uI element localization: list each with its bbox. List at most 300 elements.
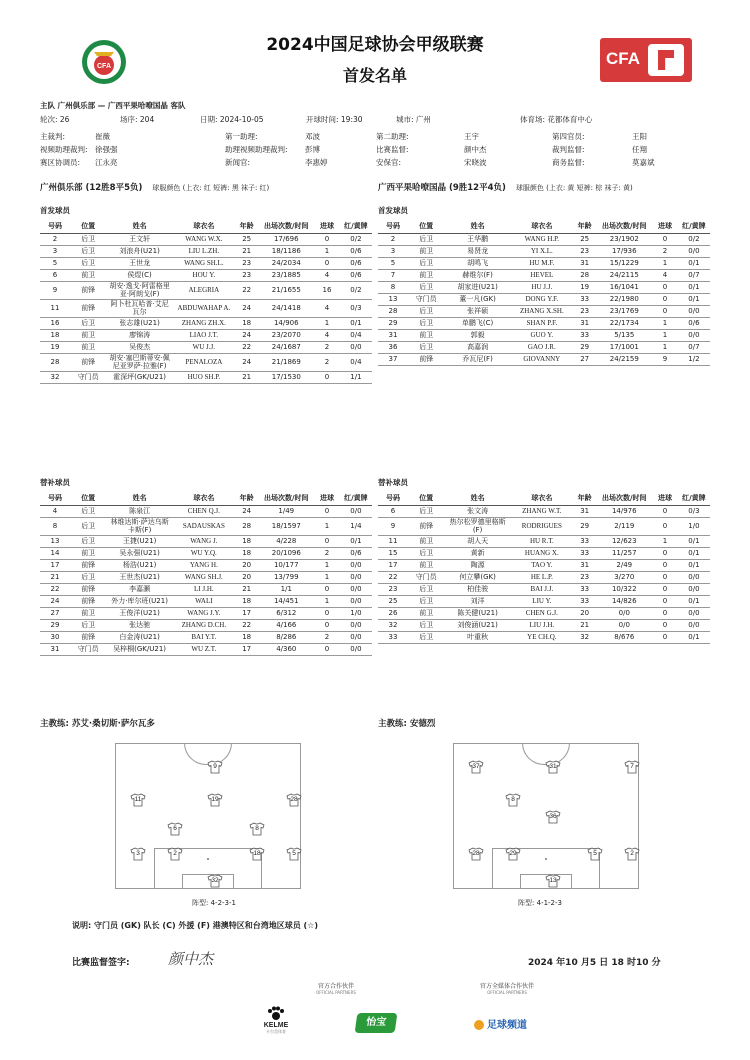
shirt-name: WANG SH.J.	[173, 571, 235, 583]
column-header: 姓名	[106, 220, 172, 233]
apps-minutes: 24/2034	[258, 257, 314, 269]
official-name: 徐强强	[95, 145, 118, 154]
shirt-name: YE CH.Q.	[511, 631, 573, 643]
player-name: 刘浪舟(U21)	[106, 245, 172, 257]
player-position: 后卫	[408, 505, 444, 517]
player-number: 3	[378, 245, 408, 257]
home-coach: 主教练: 苏艾·桑切斯·萨尔瓦多	[40, 719, 155, 729]
apps-minutes: 24/1687	[258, 341, 314, 353]
table-row	[40, 619, 372, 631]
player-number: 17	[378, 559, 408, 571]
table-row	[378, 317, 710, 329]
table-row	[378, 583, 710, 595]
shirt-name: GUO Y.	[511, 329, 573, 341]
shirt-number: 9	[213, 763, 217, 770]
player-name: 张达驰	[106, 619, 172, 631]
player-age: 33	[573, 329, 597, 341]
table-row	[40, 317, 372, 329]
player-name: 林维达斯·萨达乌斯卡斯(F)	[106, 517, 172, 535]
cards: 0/1	[340, 535, 372, 547]
player-age: 20	[235, 559, 259, 571]
kickoff-time: 开球时间: 19:30	[306, 115, 363, 124]
cards: 0/0	[340, 341, 372, 353]
handwritten-signature: 颜中杰	[168, 950, 214, 968]
cards: 0/0	[340, 505, 372, 517]
goals: 0	[314, 643, 340, 655]
player-age: 18	[235, 631, 259, 643]
goals: 4	[652, 269, 678, 281]
player-name: 王华鹏	[444, 233, 510, 245]
goals: 0	[652, 233, 678, 245]
player-position: 前锋	[408, 517, 444, 535]
table-row	[40, 607, 372, 619]
goals: 0	[314, 371, 340, 383]
apps-minutes: 21/1869	[258, 353, 314, 371]
cards: 0/4	[340, 329, 372, 341]
player-position: 后卫	[70, 619, 106, 631]
player-age: 20	[235, 571, 259, 583]
player-number: 30	[40, 631, 70, 643]
apps-minutes: 2/49	[596, 559, 652, 571]
cards: 0/6	[340, 547, 372, 559]
shirt-icon	[468, 760, 484, 774]
player-age: 24	[235, 299, 259, 317]
home-subs-table	[40, 492, 372, 656]
column-header: 出场次数/时间	[258, 220, 314, 233]
table-row	[40, 233, 372, 245]
shirt-number: 19	[211, 796, 219, 803]
player-number: 6	[40, 269, 70, 281]
player-name: 刘俊涵(U21)	[444, 619, 510, 631]
table-row	[40, 535, 372, 547]
player-position: 后卫	[408, 317, 444, 329]
player-age: 23	[573, 245, 597, 257]
shirt-number: 5	[292, 850, 296, 857]
shirt-name: HUANG X.	[511, 547, 573, 559]
home-starters-heading: 首发球员	[40, 206, 70, 215]
shirt-name: ABDUWAHAP A.	[173, 299, 235, 317]
player-name: 吴永强(U21)	[106, 547, 172, 559]
goals: 2	[314, 631, 340, 643]
cards: 1/0	[340, 607, 372, 619]
shirt-number: 28	[472, 850, 480, 857]
player-number: 11	[378, 535, 408, 547]
table-row	[40, 257, 372, 269]
cards: 0/0	[340, 559, 372, 571]
cards: 0/6	[340, 257, 372, 269]
shirt-number: 29	[509, 850, 517, 857]
column-header: 球衣名	[173, 492, 235, 505]
player-age: 24	[235, 353, 259, 371]
kelme-logo: KELME 卡尔美体育	[258, 1006, 294, 1035]
goals: 2	[314, 353, 340, 371]
shirt-name: SHAN P.F.	[511, 317, 573, 329]
shirt-name: LIU Y.	[511, 595, 573, 607]
official-role-label: 商务监督:	[552, 158, 585, 167]
column-header: 球衣名	[511, 492, 573, 505]
player-position: 后卫	[70, 571, 106, 583]
player-number: 26	[378, 607, 408, 619]
player-position: 后卫	[70, 535, 106, 547]
shirt-name: SADAUSKAS	[173, 517, 235, 535]
player-position: 后卫	[408, 257, 444, 269]
cards: 0/2	[678, 233, 710, 245]
player-name: 郭毅	[444, 329, 510, 341]
column-header: 年龄	[235, 220, 259, 233]
player-name: 乔瓦尼(F)	[444, 353, 510, 365]
apps-minutes: 6/312	[258, 607, 314, 619]
apps-minutes: 23/1769	[596, 305, 652, 317]
player-number: 15	[378, 547, 408, 559]
apps-minutes: 24/2115	[596, 269, 652, 281]
table-row	[378, 305, 710, 317]
shirt-name: HU R.T.	[511, 535, 573, 547]
cards: 0/4	[340, 353, 372, 371]
shirt-name: WANG W.X.	[173, 233, 235, 245]
cards: 0/7	[678, 341, 710, 353]
table-row	[378, 293, 710, 305]
player-name: 吴梓桐(GK/U21)	[106, 643, 172, 655]
shirt-name: BAI Y.T.	[173, 631, 235, 643]
official-name: 江永亮	[95, 158, 118, 167]
player-name: 廖锦涛	[106, 329, 172, 341]
apps-minutes: 10/322	[596, 583, 652, 595]
shirt-number: 2	[173, 850, 177, 857]
column-header: 出场次数/时间	[596, 220, 652, 233]
player-name: 杨浩(U21)	[106, 559, 172, 571]
apps-minutes: 11/257	[596, 547, 652, 559]
shirt-icon	[286, 847, 302, 861]
table-row	[40, 281, 372, 299]
away-starters-heading: 首发球员	[378, 206, 408, 215]
column-header: 号码	[378, 492, 408, 505]
player-number: 17	[40, 559, 70, 571]
apps-minutes: 23/2070	[258, 329, 314, 341]
goals: 0	[652, 559, 678, 571]
player-name: 张文涛	[444, 505, 510, 517]
player-position: 前卫	[408, 269, 444, 281]
official-role-label: 视频助理裁判:	[40, 145, 88, 154]
player-age: 23	[235, 269, 259, 281]
shirt-name: LI J.H.	[173, 583, 235, 595]
player-age: 28	[573, 269, 597, 281]
player-age: 33	[573, 583, 597, 595]
apps-minutes: 15/1229	[596, 257, 652, 269]
column-header: 红/黄牌	[678, 220, 710, 233]
table-row	[40, 505, 372, 517]
official-name: 颜中杰	[464, 145, 487, 154]
column-header: 年龄	[235, 492, 259, 505]
shirt-number: 13	[549, 877, 557, 884]
column-header: 号码	[40, 220, 70, 233]
cards: 0/0	[340, 595, 372, 607]
shirt-number: 11	[134, 796, 142, 803]
city: 城市: 广州	[396, 115, 431, 124]
apps-minutes: 0/0	[596, 619, 652, 631]
shirt-icon	[130, 793, 146, 807]
official-name: 邓波	[305, 132, 320, 141]
player-name: 陈关健(U21)	[444, 607, 510, 619]
table-row	[378, 559, 710, 571]
shirt-icon	[624, 760, 640, 774]
player-name: 胡人天	[444, 535, 510, 547]
shirt-name: YI X.L.	[511, 245, 573, 257]
player-name: 陶源	[444, 559, 510, 571]
shirt-name: HE L.P.	[511, 571, 573, 583]
column-header: 号码	[378, 220, 408, 233]
player-name: 高嘉润	[444, 341, 510, 353]
cards: 1/4	[340, 517, 372, 535]
cards: 0/0	[340, 619, 372, 631]
player-name: 王捷(U21)	[106, 535, 172, 547]
goals: 0	[314, 583, 340, 595]
player-position: 后卫	[70, 233, 106, 245]
table-row	[378, 233, 710, 245]
goals: 0	[314, 257, 340, 269]
player-age: 28	[235, 517, 259, 535]
player-age: 20	[573, 607, 597, 619]
svg-text:CFA: CFA	[97, 63, 111, 70]
goals: 0	[652, 281, 678, 293]
apps-minutes: 22/1734	[596, 317, 652, 329]
column-header: 进球	[652, 492, 678, 505]
player-name: 单鹏飞(C)	[444, 317, 510, 329]
column-header: 姓名	[444, 220, 510, 233]
player-number: 8	[378, 281, 408, 293]
player-name: 张志雄(U21)	[106, 317, 172, 329]
player-age: 31	[573, 559, 597, 571]
column-header: 出场次数/时间	[596, 492, 652, 505]
goals: 0	[652, 595, 678, 607]
official-partners-label: 官方合作伙伴 OFFICIAL PARTNERS	[316, 983, 356, 995]
shirt-icon	[167, 822, 183, 836]
shirt-icon	[249, 822, 265, 836]
player-position: 后卫	[70, 317, 106, 329]
official-role-label: 比赛监督:	[376, 145, 409, 154]
cards: 0/1	[678, 595, 710, 607]
apps-minutes: 8/286	[258, 631, 314, 643]
player-position: 后卫	[408, 281, 444, 293]
goals: 0	[314, 535, 340, 547]
goals: 0	[652, 293, 678, 305]
player-age: 32	[573, 631, 597, 643]
table-row	[40, 329, 372, 341]
cards: 0/7	[678, 269, 710, 281]
player-age: 33	[573, 595, 597, 607]
shirt-icon	[167, 847, 183, 861]
player-number: 22	[40, 583, 70, 595]
cards: 0/0	[678, 607, 710, 619]
player-number: 6	[378, 505, 408, 517]
player-position: 前卫	[408, 245, 444, 257]
shirt-number: 7	[630, 763, 634, 770]
player-name: 柏佳骏	[444, 583, 510, 595]
shirt-name: CHEN G.J.	[511, 607, 573, 619]
shirt-number: 2	[630, 850, 634, 857]
shirt-icon	[545, 810, 561, 824]
column-header: 姓名	[106, 492, 172, 505]
column-header: 年龄	[573, 220, 597, 233]
official-role-label: 主裁判:	[40, 132, 66, 141]
player-position: 后卫	[70, 505, 106, 517]
football-channel-logo: 足球频道	[474, 1016, 538, 1031]
player-position: 前锋	[70, 559, 106, 571]
player-number: 11	[40, 299, 70, 317]
player-age: 18	[235, 317, 259, 329]
away-subs-heading: 替补球员	[378, 478, 408, 487]
apps-minutes: 16/1041	[596, 281, 652, 293]
player-age: 21	[235, 245, 259, 257]
official-role-label: 新闻官:	[225, 158, 251, 167]
cfa-brand-logo: CFA	[600, 38, 692, 82]
shirt-name: GIOVANNY	[511, 353, 573, 365]
goals: 1	[652, 317, 678, 329]
player-position: 前锋	[70, 299, 106, 317]
apps-minutes: 4/166	[258, 619, 314, 631]
player-name: 胡鸣飞	[444, 257, 510, 269]
shirt-name: TAO Y.	[511, 559, 573, 571]
cards: 0/0	[340, 571, 372, 583]
column-header: 红/黄牌	[678, 492, 710, 505]
column-header: 姓名	[444, 492, 510, 505]
player-position: 前卫	[408, 329, 444, 341]
goals: 0	[652, 547, 678, 559]
player-name: 王世龙	[106, 257, 172, 269]
player-name: 刘洋	[444, 595, 510, 607]
shirt-name: HOU Y.	[173, 269, 235, 281]
shirt-name: ALEGRIA	[173, 281, 235, 299]
shirt-name: ZHANG W.T.	[511, 505, 573, 517]
apps-minutes: 23/1902	[596, 233, 652, 245]
player-position: 后卫	[408, 595, 444, 607]
column-header: 红/黄牌	[340, 492, 372, 505]
shirt-name: WU Z.T.	[173, 643, 235, 655]
shirt-name: BAI J.J.	[511, 583, 573, 595]
table-row	[378, 329, 710, 341]
apps-minutes: 2/119	[596, 517, 652, 535]
player-number: 27	[40, 607, 70, 619]
player-position: 守门员	[408, 293, 444, 305]
column-header: 进球	[314, 492, 340, 505]
shirt-number: 28	[290, 796, 298, 803]
goals: 1	[314, 559, 340, 571]
table-row	[378, 607, 710, 619]
player-position: 前卫	[70, 269, 106, 281]
player-number: 5	[40, 257, 70, 269]
round: 轮次: 26	[40, 115, 70, 124]
shirt-icon	[249, 847, 265, 861]
shirt-number: 37	[472, 763, 480, 770]
table-row	[40, 269, 372, 281]
player-position: 后卫	[70, 517, 106, 535]
player-position: 后卫	[70, 257, 106, 269]
shirt-name: WU J.J.	[173, 341, 235, 353]
player-number: 22	[378, 571, 408, 583]
cards: 0/3	[678, 505, 710, 517]
yibao-logo: 怡宝	[355, 1013, 398, 1033]
apps-minutes: 17/936	[596, 245, 652, 257]
shirt-name: RODRIGUES	[511, 517, 573, 535]
player-position: 后卫	[408, 341, 444, 353]
shirt-number: 5	[593, 850, 597, 857]
official-name: 王宇	[464, 132, 479, 141]
player-number: 33	[378, 631, 408, 643]
signature-date: 2024 年10 月5 日 18 时10 分	[528, 958, 661, 968]
goals: 1	[314, 571, 340, 583]
shirt-number: 3	[136, 850, 140, 857]
table-row	[40, 643, 372, 655]
apps-minutes: 18/1186	[258, 245, 314, 257]
cards: 0/1	[340, 317, 372, 329]
player-number: 32	[40, 371, 70, 383]
player-name: 赫维尔(F)	[444, 269, 510, 281]
apps-minutes: 1/1	[258, 583, 314, 595]
goals: 0	[652, 619, 678, 631]
player-position: 前卫	[408, 535, 444, 547]
goals: 2	[314, 341, 340, 353]
goals: 0	[314, 607, 340, 619]
player-name: 白金涛(U21)	[106, 631, 172, 643]
shirt-number: 8	[511, 796, 515, 803]
player-name: 张祥硕	[444, 305, 510, 317]
player-age: 17	[235, 607, 259, 619]
shirt-icon	[505, 847, 521, 861]
table-row	[378, 245, 710, 257]
shirt-icon	[207, 760, 223, 774]
shirt-name: YANG H.	[173, 559, 235, 571]
player-age: 23	[573, 571, 597, 583]
goals: 0	[652, 517, 678, 535]
player-position: 后卫	[408, 233, 444, 245]
column-header: 年龄	[573, 492, 597, 505]
player-number: 25	[378, 595, 408, 607]
table-row	[378, 505, 710, 517]
player-name: 易贤龙	[444, 245, 510, 257]
player-position: 前锋	[70, 353, 106, 371]
player-number: 32	[378, 619, 408, 631]
goals: 1	[314, 517, 340, 535]
home-team-line: 广州俱乐部 (12胜8平5负) 球服颜色 (上衣: 红 短裤: 黑 袜子: 红)	[40, 183, 270, 193]
cards: 1/1	[340, 371, 372, 383]
apps-minutes: 21/1655	[258, 281, 314, 299]
apps-minutes: 0/0	[596, 607, 652, 619]
shirt-icon	[505, 793, 521, 807]
away-coach: 主教练: 安德烈	[378, 719, 436, 729]
official-name: 李惠婷	[305, 158, 328, 167]
table-row	[378, 547, 710, 559]
player-number: 13	[40, 535, 70, 547]
cards: 0/6	[678, 317, 710, 329]
player-number: 31	[40, 643, 70, 655]
shirt-name: HU M.F.	[511, 257, 573, 269]
player-name: 胡安·逸戈·阿雷格里亚·阿朗戈(F)	[106, 281, 172, 299]
player-age: 22	[235, 619, 259, 631]
official-name: 宋晓波	[464, 158, 487, 167]
apps-minutes: 17/1001	[596, 341, 652, 353]
player-name: 侯煜(C)	[106, 269, 172, 281]
player-position: 后卫	[408, 583, 444, 595]
column-header: 球衣名	[511, 220, 573, 233]
home-formation: 阵型: 4-2-3-1	[192, 899, 236, 907]
apps-minutes: 14/451	[258, 595, 314, 607]
player-age: 24	[235, 505, 259, 517]
player-name: 叶重秋	[444, 631, 510, 643]
cards: 0/1	[678, 559, 710, 571]
player-number: 13	[378, 293, 408, 305]
table-row	[40, 631, 372, 643]
column-header: 出场次数/时间	[258, 492, 314, 505]
player-position: 后卫	[408, 547, 444, 559]
